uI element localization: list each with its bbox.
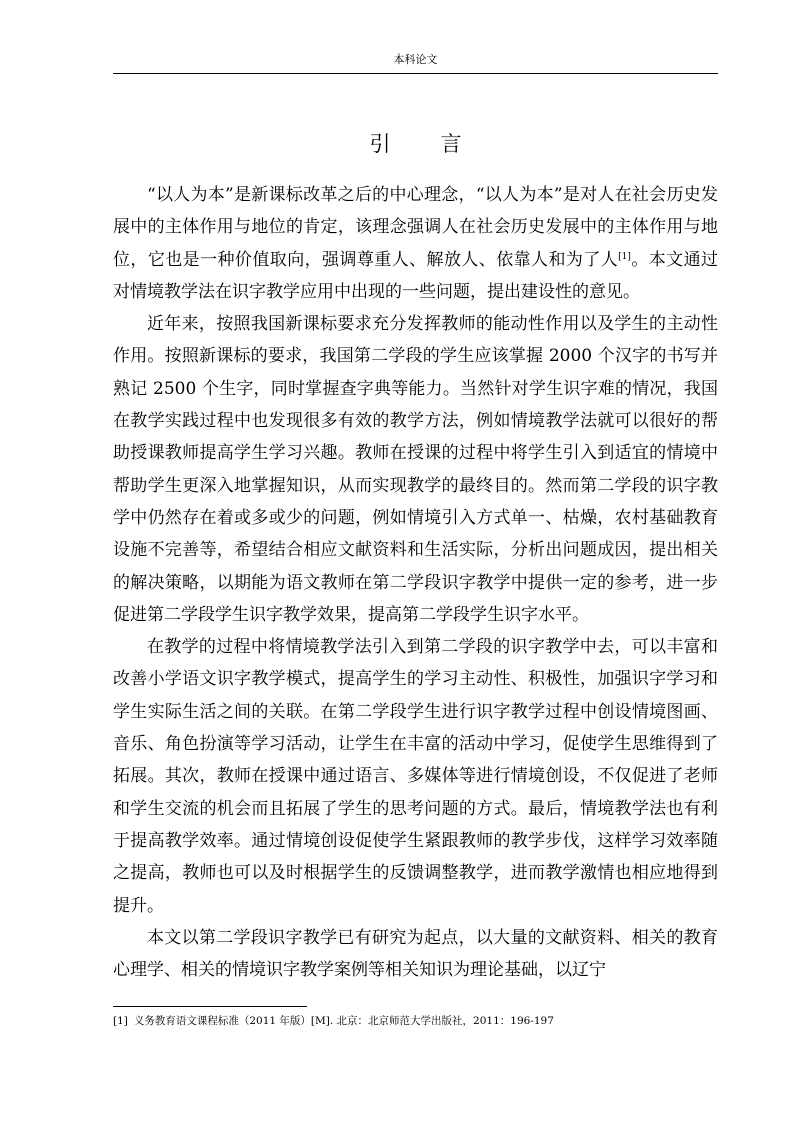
paragraph bbox=[113, 179, 718, 308]
section-title bbox=[113, 130, 718, 158]
paragraph-text: 。本文通过对情境教学法在识字教学应用中出现的一些问题，提出建设性的意见。 bbox=[113, 249, 719, 302]
section-title-char: 引 bbox=[369, 132, 391, 156]
footnote-reference[interactable]: [1] bbox=[618, 251, 631, 262]
paragraph-text: “以人为本”是新课标改革之后的中心理念，“以人为本”是对人在社会历史发展中的主体作用与地位的肯定，该理念强调人在社会历史发展中的主体作用与地位，它也是一种价值取向，强调尊重人、解放人、依靠人和为了人 bbox=[113, 185, 718, 270]
footnote-rule bbox=[113, 1006, 307, 1007]
paragraph: 近年来，按照我国新课标要求充分发挥教师的能动性作用以及学生的主动性作用。按照新课标的要求，我国第二学段的学生应该掌握 2000 个汉字的书写并熟记 2500 个生字，同时掌握查字典等能力。当然针对学生识字难的情况，我国在教学实践过程中也发现很多有效的教学方法，例如情境教学法就可以很好的帮助授课教师提高学生学习兴趣。教师在授课的过程中将学生引入到适宜的情境中帮助学生更深入地掌握知识，从而实现教学的最终目的。然而第二学段的识字教学中仍然存在着或多或少的问题，例如情境引入方式单一、枯燥，农村基础教育设施不完善等，希望结合相应文献资料和生活实际，分析出问题成因，提出相关的解决策略，以期能为语文教师在第二学段识字教学中提供一定的参考，进一步促进第二学段学生识字教学效果，提高第二学段学生识字水平。 bbox=[113, 314, 718, 625]
running-title: 本科论文 bbox=[393, 53, 438, 66]
paragraph: 在教学的过程中将情境教学法引入到第二学段的识字教学中去，可以丰富和改善小学语文识字教学模式，提高学生的学习主动性、积极性，加强识字学习和学生实际生活之间的关联。在第二学段学生进行识字教学过程中创设情境图画、音乐、角色扮演等学习活动，让学生在丰富的活动中学习，促使学生思维得到了拓展。其次，教师在授课中通过语言、多媒体等进行情境创设，不仅促进了老师和学生交流的机会而且拓展了学生的思考问题的方式。最后，情境教学法也有利于提高教学效率。通过情境创设促使学生紧跟教师的教学步伐，这样学习效率随之提高，教师也可以及时根据学生的反馈调整教学，进而教学激情也相应地得到提升。 bbox=[113, 637, 718, 916]
section-title-char: 言 bbox=[440, 132, 462, 156]
running-header bbox=[113, 53, 718, 67]
footnote-text: 义务教育语文课程标准（2011 年版）[M]. 北京：北京师范大学出版社，2011：196-197 bbox=[133, 1015, 554, 1027]
paragraph: 本文以第二学段识字教学已有研究为起点，以大量的文献资料、相关的教育心理学、相关的情境识字教学案例等相关知识为理论基础，以辽宁 bbox=[113, 927, 718, 981]
footnote-mark: [1] bbox=[113, 1015, 128, 1027]
header-rule bbox=[113, 73, 718, 74]
footnote bbox=[113, 1013, 718, 1029]
body-text bbox=[113, 179, 718, 986]
